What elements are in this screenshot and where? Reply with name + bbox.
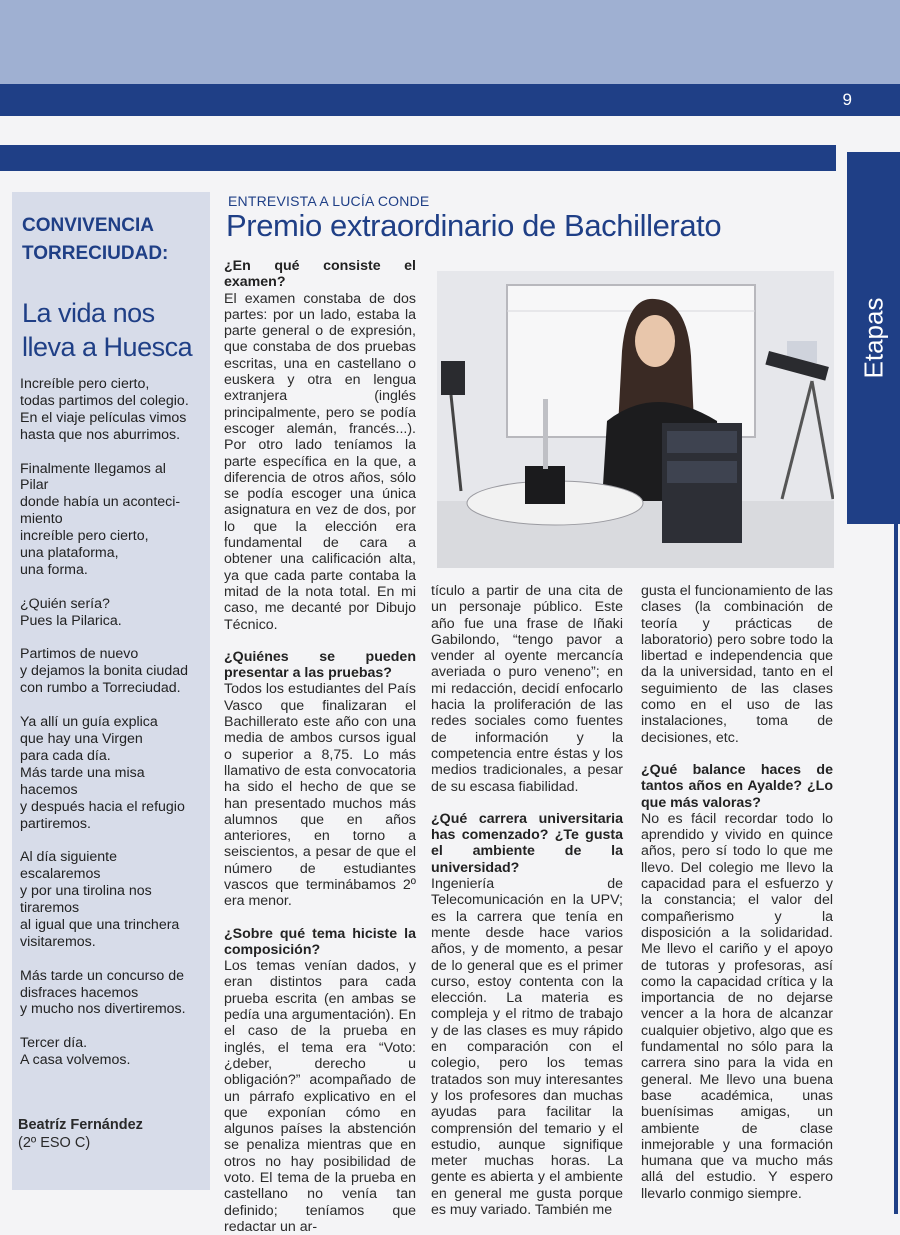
poem-stanza: Finalmente llegamos al Pilar donde había un aconteci- miento increíble pero cierto, una plataforma, una forma. <box>20 460 181 578</box>
interview-question: ¿Qué balance haces de tantos años en Ayalde? ¿Lo que más valoras? <box>641 761 833 811</box>
poem-author <box>18 1116 143 1152</box>
poem-stanza: Ya allí un guía explica que hay una Virgen para cada día. Más tarde una misa hacemos y después hacia el refugio partiremos. <box>20 714 185 832</box>
section-bar <box>0 145 836 171</box>
author-name: Beatríz Fernández <box>18 1117 143 1133</box>
poem-stanza: Más tarde un concurso de disfraces hacemos y mucho nos divertiremos. <box>20 967 186 1018</box>
poem <box>20 376 208 1086</box>
lab-photo-illustration <box>437 271 834 568</box>
poem-stanza: Al día siguiente escalaremos y por una tirolina nos tiraremos al igual que una trinchera visitaremos. <box>20 849 180 950</box>
poem-stanza: Tercer día. A casa volvemos. <box>20 1035 131 1069</box>
interview-answer: Ingeniería de Telecomunicación en la UPV; es la carrera que tenía en mente desde hace varios años, y de momento, a pesar de lo general que es el primer curso, estoy contenta con la elección. La materia es compleja y el ritmo de trabajo y de las clases es muy rápido en comparación con el colegio, pero los temas tratados son muy interesantes y los profesores dan muchas ayudas para facilitar la comprensión del temario y el estudio, aunque signifique meter muchas horas. La gente es abierta y el ambiente en general me gusta porque es muy variado. También me <box>431 876 623 1218</box>
qa-block <box>224 258 416 633</box>
interview-photo <box>437 271 834 568</box>
qa-block <box>641 762 833 1202</box>
article-headline: Premio extraordinario de Bachillerato <box>226 208 722 243</box>
qa-block <box>431 811 623 1218</box>
poem-stanza: Partimos de nuevo y dejamos la bonita ciudad con rumbo a Torreciudad. <box>20 646 188 697</box>
interview-answer: Los temas venían dados, y eran distintos para cada prueba escrita (en ambas se pedía una argumentación). En el caso de la prueba en inglés, el tema era “Voto: ¿deber, derecho u obligación?” acompañado de un párrafo explicativo en el que exponían cómo en algunos países la abstención se penaliza mientras que en otros no hay posibilidad de voto. El tema de la prueba en castellano no venía tan definido; teníamos que redactar un ar- <box>224 958 416 1235</box>
article-column-2 <box>431 583 623 1218</box>
section-tab-label: Etapas <box>858 297 888 379</box>
article-column-1 <box>224 258 416 1235</box>
article-kicker: ENTREVISTA A LUCÍA CONDE <box>228 193 430 209</box>
interview-question: ¿Quiénes se pueden presentar a las pruebas? <box>224 648 416 682</box>
poem-stanza: Increíble pero cierto, todas partimos del colegio. En el viaje películas vimos hasta que nos aburrimos. <box>20 376 189 443</box>
interview-question: ¿En qué consiste el examen? <box>224 258 416 291</box>
sidebar-heading: CONVIVENCIA TORRECIUDAD: <box>22 215 169 264</box>
author-class: (2º ESO C) <box>18 1135 91 1151</box>
qa-block <box>431 583 623 795</box>
sidebar-title: La vida nos lleva a Huesca <box>22 298 193 362</box>
interview-answer: No es fácil recordar todo lo aprendido y vivido en quince años, pero sí todo lo que me llevo. Del colegio me llevo la capacidad para el esfuerzo y la constancia; el valor del compañerismo y la disposición a la solidaridad. Me llevo el cariño y el apoyo de tutoras y profesoras, así como la capacidad crítica y la importancia de no dejarse vencer a la hora de alcanzar cualquier objetivo, algo que es fundamental no sólo para la carrera sino para la vida en general. Me llevo una buena base académica, unas buenísimas amigas, un ambiente de clase inmejorable y una formación humana que va mucho más allá del estudio. Y espero llevarlo conmigo siempre. <box>641 810 833 1202</box>
interview-question: ¿Qué carrera universitaria has comenzado? ¿Te gusta el ambiente de la universidad? <box>431 810 623 876</box>
header-band <box>0 0 900 84</box>
interview-question: ¿Sobre qué tema hiciste la composición? <box>224 925 416 958</box>
section-tab <box>847 152 900 524</box>
qa-block <box>641 583 833 746</box>
page-number: 9 <box>842 90 852 109</box>
article-column-3 <box>641 583 833 1202</box>
interview-answer: gusta el funcionamiento de las clases (la combinación de teoría y prácticas de laboratorio) pero sobre todo la libertad e independencia que da la universidad, tanto en el seguimiento de las clases como en el uso de las instalaciones, toma de decisiones, etc. <box>641 583 833 746</box>
sidebar <box>12 192 210 1190</box>
interview-answer: tículo a partir de una cita de un personaje público. Este año fue una frase de Iñaki Gabilondo, “tengo pavor a vender al oyente mercancía averiada o puro veneno”; en mi redacción, decidí enfocarlo hacia la proliferación de las redes sociales como fuentes de información y la competencia entre éstas y los medios tradicionales, a pesar de su escasa fiabilidad. <box>431 583 623 795</box>
interview-answer: Todos los estudiantes del País Vasco que finalizaran el Bachillerato este año con una media de ambos cursos igual o superior a 8,75. Lo más llamativo de esta convocatoria ha sido el hecho de que se han presentado muchos más alumnos que en años anteriores, en torno a seiscientos, a pesar de que el número de estudiantes vascos que terminábamos 2º era menor. <box>224 681 416 910</box>
qa-block <box>224 649 416 910</box>
qa-block <box>224 926 416 1235</box>
header-bar <box>0 84 900 116</box>
poem-stanza: ¿Quién sería? Pues la Pilarica. <box>20 595 122 629</box>
interview-answer: El examen constaba de dos partes: por un lado, estaba la parte general o de expresión, que constaba de dos pruebas escritas, una en castellano o euskera y otra en lengua extranjera (inglés principalmente, pero se podía escoger alemán, francés...). Por otro lado teníamos la parte específica en la que, a diferencia de otros años, sólo se podía escoger una única asignatura en vez de dos, por lo que la elección era fundamental de cara a obtener una calificación alta, ya que cada parte contaba la mitad de la nota total. En mi caso, me decanté por Dibujo Técnico. <box>224 290 416 633</box>
margin-rule <box>894 524 898 1214</box>
